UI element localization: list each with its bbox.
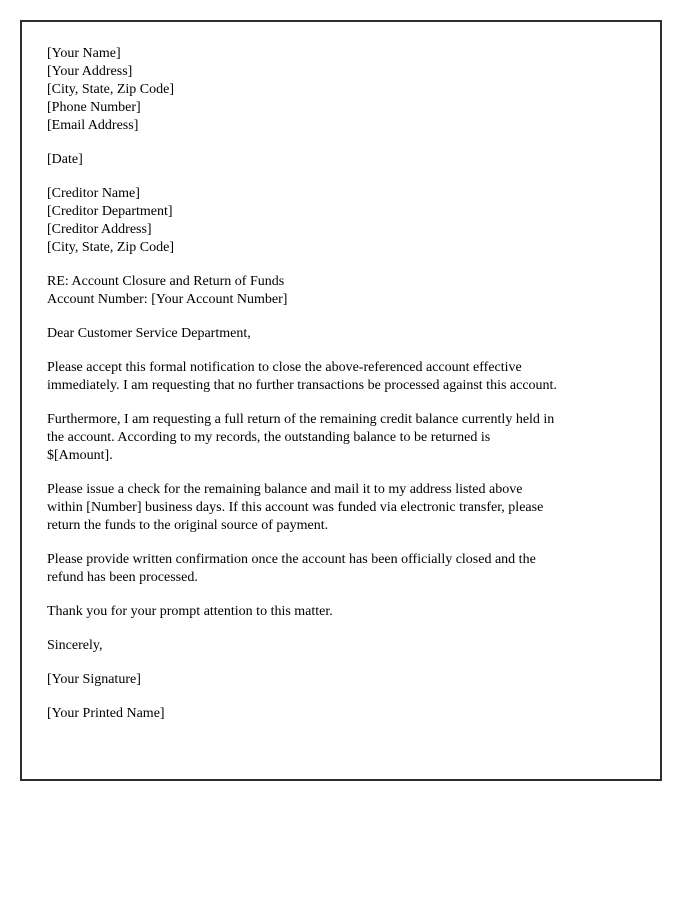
letter-line: [Creditor Department]	[47, 204, 173, 219]
signature-placeholder	[47, 671, 636, 689]
letter-line: refund has been processed.	[47, 570, 198, 585]
printed-name-placeholder	[47, 705, 636, 723]
letter-line: [Creditor Address]	[47, 222, 152, 237]
letter-line: [City, State, Zip Code]	[47, 82, 175, 97]
letter-line: [Phone Number]	[47, 100, 141, 115]
letter-line: [Email Address]	[47, 118, 139, 133]
letter-line: Account Number: [Your Account Number]	[47, 292, 288, 307]
closing-thanks	[47, 603, 636, 621]
date-line	[47, 151, 636, 169]
paragraph-4	[47, 551, 636, 587]
paragraph-1	[47, 359, 636, 395]
recipient-address	[47, 185, 636, 257]
letter-line: the account. According to my records, the outstanding balance to be returned is	[47, 430, 491, 445]
letter-page	[20, 20, 662, 781]
letter-line: [Your Printed Name]	[47, 706, 165, 721]
letter-line: Thank you for your prompt attention to this matter.	[47, 604, 333, 619]
letter-line: [Your Address]	[47, 64, 133, 79]
letter-line: Please accept this formal notification to close the above-referenced account effective	[47, 360, 522, 375]
letter-line: Dear Customer Service Department,	[47, 326, 251, 341]
sender-address	[47, 45, 636, 135]
salutation	[47, 325, 636, 343]
letter-line: Sincerely,	[47, 638, 103, 653]
letter-line: Please issue a check for the remaining balance and mail it to my address listed above	[47, 482, 523, 497]
letter-line: [Your Signature]	[47, 672, 141, 687]
subject-block	[47, 273, 636, 309]
letter-line: [Creditor Name]	[47, 186, 140, 201]
letter-line: within [Number] business days. If this account was funded via electronic transfer, please	[47, 500, 544, 515]
letter-line: RE: Account Closure and Return of Funds	[47, 274, 285, 289]
letter-line: immediately. I am requesting that no further transactions be processed against this account.	[47, 378, 557, 393]
letter-line: $[Amount].	[47, 448, 113, 463]
paragraph-3	[47, 481, 636, 535]
letter-line: Furthermore, I am requesting a full return of the remaining credit balance currently held in	[47, 412, 555, 427]
letter-line: return the funds to the original source of payment.	[47, 518, 329, 533]
letter-line: [Your Name]	[47, 46, 121, 61]
letter-line: [City, State, Zip Code]	[47, 240, 175, 255]
letter-line: [Date]	[47, 152, 83, 167]
sign-off	[47, 637, 636, 655]
letter-body	[47, 45, 636, 723]
paragraph-2	[47, 411, 636, 465]
letter-line: Please provide written confirmation once the account has been officially closed and the	[47, 552, 536, 567]
